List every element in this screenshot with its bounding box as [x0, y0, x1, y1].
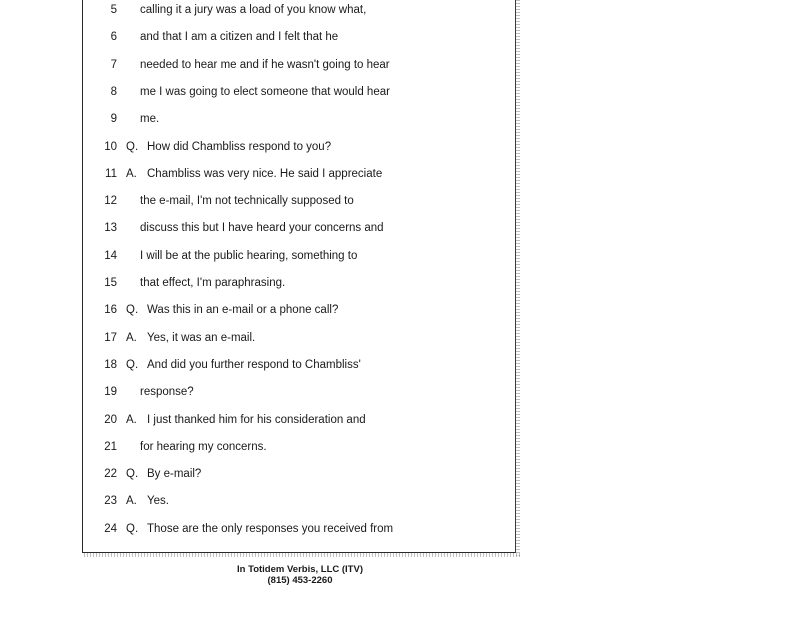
footer-phone: (815) 453-2260 [267, 575, 333, 586]
transcript-line [83, 382, 517, 402]
line-text: I will be at the public hearing, something to [140, 249, 358, 262]
transcript-line [83, 82, 517, 102]
line-number: 9 [110, 113, 117, 126]
line-text: Yes, it was an e-mail. [147, 331, 256, 344]
speaker-label: A. [126, 495, 137, 508]
transcript-line [83, 246, 517, 266]
line-text: And did you further respond to Chambliss' [147, 358, 361, 371]
line-number: 19 [104, 386, 117, 399]
line-text: the e-mail, I'm not technically supposed to [140, 195, 354, 208]
transcript-line [83, 0, 517, 20]
line-text: for hearing my concerns. [140, 440, 267, 453]
transcript-line [83, 164, 517, 184]
line-text: me I was going to elect someone that would hear [140, 85, 390, 98]
line-number: 6 [110, 31, 117, 44]
line-text: Was this in an e-mail or a phone call? [147, 304, 339, 317]
transcript-page [82, 0, 516, 553]
line-text: By e-mail? [147, 468, 202, 481]
line-number: 16 [104, 304, 117, 317]
transcript-line [83, 218, 517, 238]
line-number: 18 [104, 358, 117, 371]
line-text: and that I am a citizen and I felt that he [140, 31, 339, 44]
line-text: calling it a jury was a load of you know what, [140, 4, 367, 16]
line-number: 8 [110, 85, 117, 98]
transcript-line [83, 355, 517, 375]
transcript-line [83, 27, 517, 47]
line-number: 22 [104, 468, 117, 481]
line-number: 12 [104, 195, 117, 208]
speaker-label: Q. [126, 358, 139, 371]
line-number: 17 [104, 331, 117, 344]
line-text: that effect, I'm paraphrasing. [140, 277, 286, 289]
line-number: 14 [104, 249, 117, 262]
transcript-line [83, 437, 517, 457]
line-number: 13 [104, 222, 117, 235]
line-text: Chambliss was very nice. He said I appreciate [147, 167, 383, 180]
transcript-line [83, 273, 517, 293]
speaker-label: Q. [126, 468, 139, 481]
line-number: 21 [104, 440, 117, 453]
transcript-line [83, 464, 517, 484]
speaker-label: Q. [126, 522, 139, 535]
line-number: 7 [110, 58, 117, 71]
transcript-line [83, 55, 517, 75]
page-edge-bottom [84, 553, 520, 557]
line-number: 10 [104, 140, 117, 153]
line-number: 20 [104, 413, 117, 426]
transcript-line [83, 410, 517, 430]
transcript-line [83, 191, 517, 211]
transcript-line [83, 491, 517, 511]
page-edge-right [516, 0, 520, 558]
transcript-line [83, 328, 517, 348]
line-text: How did Chambliss respond to you? [147, 140, 332, 153]
transcript-line [83, 300, 517, 320]
speaker-label: A. [126, 331, 137, 344]
line-number: 5 [110, 4, 117, 16]
line-text: needed to hear me and if he wasn't going to hear [140, 58, 390, 71]
line-text: response? [140, 386, 194, 399]
line-text: I just thanked him for his consideration and [147, 413, 366, 426]
speaker-label: Q. [126, 140, 139, 153]
speaker-label: Q. [126, 304, 139, 317]
line-text: Yes. [147, 495, 169, 508]
line-number: 24 [104, 522, 117, 535]
line-text: Those are the only responses you received from [147, 522, 394, 535]
transcript-line [83, 109, 517, 129]
footer-company: In Totidem Verbis, LLC (ITV) [237, 564, 363, 575]
line-text: me. [140, 113, 160, 126]
speaker-label: A. [126, 413, 137, 426]
transcript-line [83, 137, 517, 157]
line-number: 23 [104, 495, 117, 508]
transcript-line [83, 519, 517, 539]
speaker-label: A. [126, 167, 137, 180]
line-text: discuss this but I have heard your concerns and [140, 222, 384, 235]
line-number: 15 [104, 277, 117, 289]
line-number: 11 [105, 167, 117, 180]
